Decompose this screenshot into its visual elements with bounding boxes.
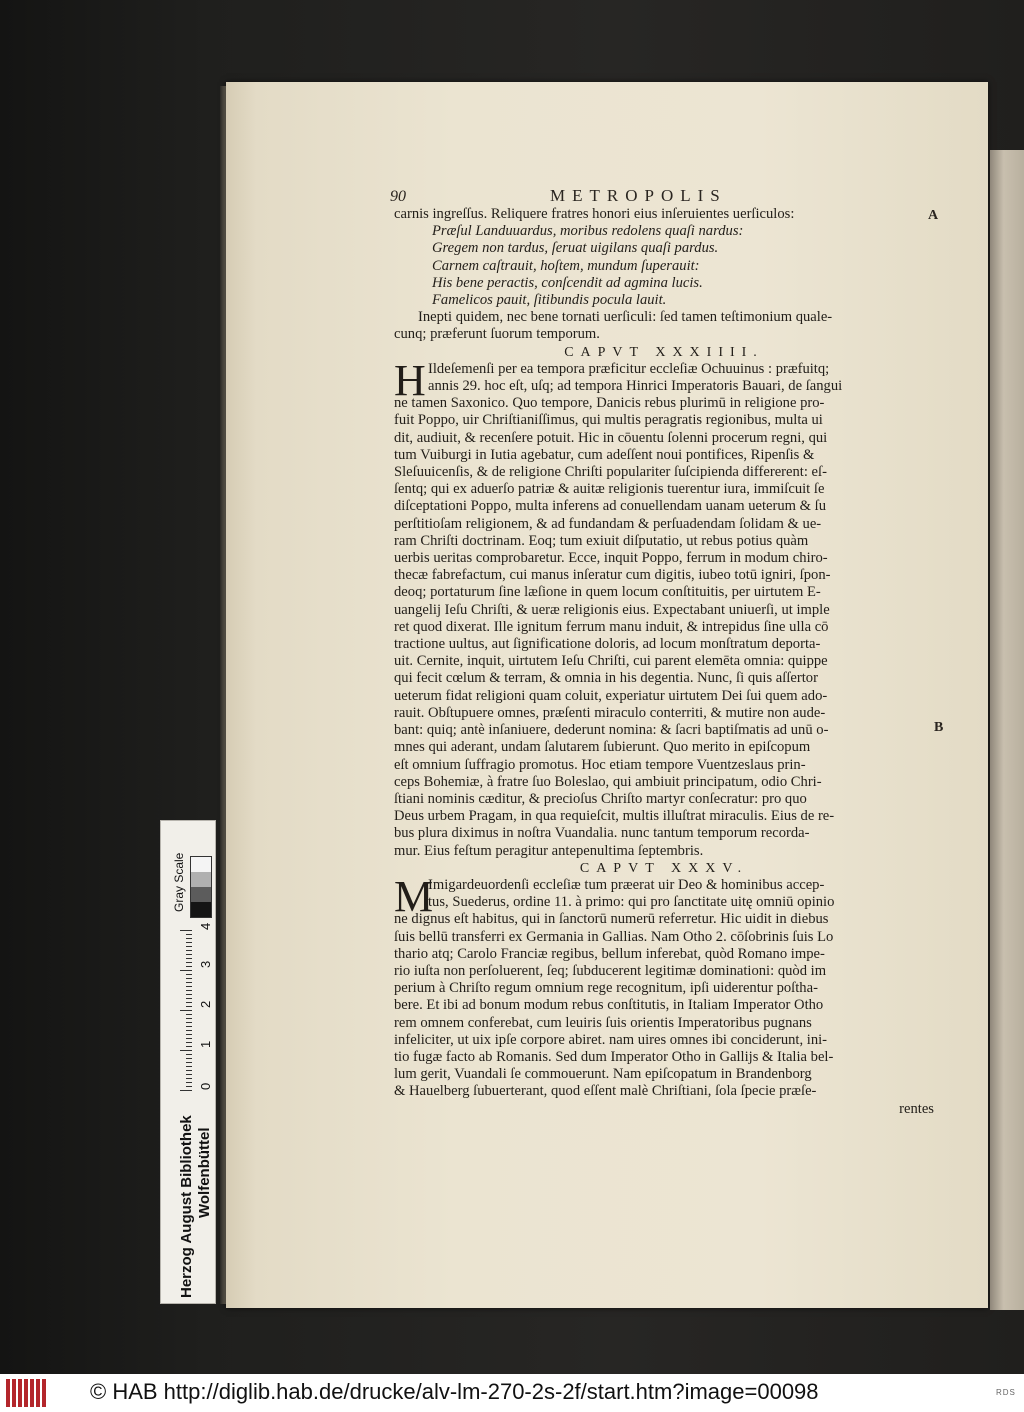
chapter-heading: CAPVT XXXV. [579, 860, 749, 876]
text-line: ueterum fidat religioni quam coluit, experiatur uirtutem Dei ſui quem ado- [394, 687, 828, 704]
gray-scale-label: Gray Scale [172, 852, 186, 912]
ruler-tick [186, 958, 192, 959]
footer-link[interactable]: © HAB http://diglib.hab.de/drucke/alv-lm-270-2s-2f/start.htm?image=00098 [90, 1379, 819, 1404]
text-line: thario atq; Carolo Franciæ regibus, bellum inferebat, quòd Romano impe- [394, 945, 825, 962]
ruler-tick [186, 938, 192, 939]
ruler-tick [186, 994, 192, 995]
ruler-number-1: 1 [198, 1040, 213, 1048]
ruler-tick [186, 990, 192, 991]
swatch-black [191, 902, 211, 917]
text-line: ret quod dixerat. Ille ignitum ferrum manu induit, & intrepidus ſine ulla cō [394, 618, 829, 635]
ruler-tick [186, 1006, 192, 1007]
chapter-heading: CAPVT XXXIIII. [564, 344, 764, 360]
text-line: tum Vuiburgi in Iutia agebatur, cum adeſſent noui pontifices, Ripenſis & [394, 446, 815, 463]
ruler-tick [186, 966, 192, 967]
text-line: perſtitioſam religionem, & ad fundandam & perſuadendam ſolidam & ue- [394, 515, 822, 532]
ruler-tick [186, 946, 192, 947]
ruler-ticks [162, 920, 192, 1090]
ruler-tick [186, 1086, 192, 1087]
swatch-dark-gray [191, 887, 211, 902]
ruler-tick [186, 942, 192, 943]
text-line: Ildeſemenſi per ea tempora præficitur eccleſiæ Ochuuinus : præfuitq; [428, 360, 830, 377]
text-line: bere. Et ibi ad bonum modum rebus conſtitutis, in Italiam Imperator Otho [394, 997, 824, 1014]
text-line: ſentq; qui ex aduerſo patriæ & auitæ religionis tuerentur iura, immiſcuit ſe [394, 481, 825, 498]
swatch-light-gray [191, 872, 211, 887]
ruler-tick [186, 1066, 192, 1067]
text-line: ram Chriſti doctrinam. Eoq; tum exiuit diſputatio, ut rebus potius quàm [394, 532, 809, 549]
ruler-tick [186, 982, 192, 983]
footer-bar [0, 1374, 1024, 1412]
ruler-tick [186, 962, 192, 963]
ruler-tick [186, 1022, 192, 1023]
ruler-tick [186, 1074, 192, 1075]
text-line: cunq; præferunt ſuorum temporum. [394, 326, 600, 343]
running-head: METROPOLIS [550, 186, 727, 205]
ruler-tick [186, 998, 192, 999]
text-line: Sleſuuicenſis, & de religione Chriſti populariter ſuſcipienda differerent: eſ- [394, 464, 827, 481]
text-line: ne tamen Saxonico. Quo tempore, Danicis rebus plurimū in religione pro- [394, 395, 825, 412]
text-line: rauit. Obſtupuere omnes, præſenti miraculo conterriti, & mutire non aude- [394, 704, 826, 721]
text-line: rio iuſta non perſoluerent, ſeq; ſubducerent legitimæ dominationi: quòd im [394, 962, 827, 979]
ruler-tick [186, 1046, 192, 1047]
ruler-tick [180, 970, 192, 971]
text-line: uerbis ueritas comprobaretur. Ecce, inquit Poppo, ferrum in modum chiro- [394, 550, 828, 567]
ruler-tick [180, 930, 192, 931]
text-line: lum gerit, Vuandali ſe commouerunt. Nam epiſcopatum in Brandenborg [394, 1066, 812, 1083]
adjacent-page [990, 150, 1024, 1310]
text-line: thecæ fabrefactum, cui manus inſeratur cum digitis, iubeo totū igniri, ſpon- [394, 567, 831, 584]
drop-cap: H [394, 355, 426, 405]
verse-line: His bene peractis, conſcendit ad agmina lucis. [432, 274, 703, 291]
text-line: bus plura diximus in noſtra Vuandalia. nunc tantum temporum recorda- [394, 825, 810, 842]
text-line: carnis ingreſſus. Reliquere fratres honori eius inſeruientes uerſiculos: [394, 206, 795, 222]
ruler-tick [186, 950, 192, 951]
ruler-tick [186, 1034, 192, 1035]
ruler-tick [186, 1030, 192, 1031]
ruler-tick [180, 1090, 192, 1091]
ruler-tick [186, 1026, 192, 1027]
ruler-tick [186, 1014, 192, 1015]
text-line: Deus urbem Pragam, in qua requieſcit, multis illuſtrat miraculis. Eius de re- [394, 808, 835, 825]
verse-line: Præſul Landuuardus, moribus redolens quaſi nardus: [432, 223, 744, 240]
text-line: Imigardeuordenſi eccleſiæ tum præerat uir Deo & hominibus accep- [428, 876, 825, 893]
hab-logo-icon [6, 1379, 46, 1407]
library-city: Wolfenbüttel [196, 1127, 213, 1218]
footer-corner-mark: RDS [996, 1388, 1016, 1397]
swatch-white [191, 857, 211, 872]
ruler-number-4: 4 [198, 922, 213, 930]
text-line: annis 29. hoc eſt, uſq; ad tempora Hinrici Imperatoris Bauari, de ſangui [428, 378, 843, 395]
text-line: qui fecit cœlum & terram, & omnia in his degentia. Nunc, ſi quis aſſertor [394, 670, 818, 687]
text-line: rentes [899, 1100, 934, 1117]
ruler-tick [186, 934, 192, 935]
gray-scale-swatches [190, 856, 212, 918]
text-line: bant: quiq; antè inſaniuere, dederunt nomina: & ſacri baptiſmatis ad unū o- [394, 722, 829, 739]
ruler-tick [186, 986, 192, 987]
text-block [394, 206, 934, 1118]
ruler-tick [186, 1062, 192, 1063]
text-line: uangelij Ieſu Chriſti, & ueræ religionis eius. Expectabant uniuerſi, ut imple [394, 601, 830, 618]
text-line: eſt omnium ſuffragio promotus. Hoc etiam tempore Vuentzeslaus prin- [394, 756, 806, 773]
text-line: uit. Cernite, inquit, uirtutem Ieſu Chriſti, cui parent elemēta omnia: quippe [394, 653, 828, 670]
text-line: infeliciter, ut uix ipſe corpore abiret. nam uires omnes ibi conciderunt, ini- [394, 1031, 828, 1048]
page-number: 90 [390, 188, 406, 205]
text-line: ceps Bohemiæ, à fratre ſuo Boleslao, qui ambiuit principatum, odio Chri- [394, 773, 822, 790]
ruler-tick [186, 1018, 192, 1019]
text-line: ne dignus eſt habitus, qui in ſanctorū numerū referretur. Hic uidit in diebus [394, 911, 829, 928]
verse-line: Gregem non tardus, ſeruat uigilans quaſi pardus. [432, 240, 719, 257]
ruler-tick [186, 1070, 192, 1071]
ruler-tick [186, 974, 192, 975]
ruler-tick [186, 978, 192, 979]
text-line: diſceptationi Poppo, multa inferens ad conuellendam uanam ueterum & ſu [394, 498, 827, 515]
text-line: mnes qui aderant, undam ſalutarem ſubierunt. Quo merito in epiſcopum [394, 739, 811, 756]
text-line: rem omnem conferebat, cum leuiris ſuis orientis Imperatoribus pugnans [394, 1014, 812, 1031]
text-line: ſtiani nominis cæditur, & precioſus Chriſto martyr conſecratur: pro quo [394, 790, 807, 807]
ruler-tick [186, 1002, 192, 1003]
margin-mark-b: B [934, 720, 944, 735]
verse-line: Famelicos pauit, ſitibundis pocula lauit. [432, 292, 667, 309]
text-line: perium à Chriſto regum omnium rege recognitum, ipſi uiderentur poſtha- [394, 980, 818, 997]
ruler-tick [180, 1050, 192, 1051]
text-line: deoq; portaturum ſine læſione in quem locum conſtituitis, per uirtutem E- [394, 584, 821, 601]
text-line: fuit Poppo, uir Chriſtianiſſimus, qui multis peragratis regionibus, multa ui [394, 412, 823, 429]
text-line: tus, Suederus, ordine 11. à primo: qui pro ſanctitate uitę omniū opinio [428, 894, 835, 911]
text-line: mur. Eius feſtum peragitur antepenultima ſeptembris. [394, 842, 704, 859]
ruler-tick [186, 1038, 192, 1039]
ruler-number-2: 2 [198, 1000, 213, 1008]
ruler-number-0: 0 [198, 1082, 213, 1090]
text-line: tractione uultus, aut ſignificatione doloris, ad locum monſtratum deporta- [394, 636, 821, 653]
text-line: dit, audiuit, & recenſere potuit. Hic in cōuentu ſolenni procerum regni, qui [394, 429, 828, 446]
ruler-tick [186, 1078, 192, 1079]
ruler-tick [186, 954, 192, 955]
ruler-number-3: 3 [198, 960, 213, 968]
verse-line: Carnem caſtrauit, hoſtem, mundum ſuperauit: [432, 257, 700, 274]
text-line: ſuis bellū transferri ex Germania in Gallias. Nam Otho 2. cōſobrinis ſuis Lo [394, 928, 834, 945]
margin-mark-a: A [928, 208, 939, 223]
drop-cap: M [394, 871, 434, 921]
text-line: Inepti quidem, nec bene tornati uerſiculi: ſed tamen teſtimonium quale- [418, 309, 833, 326]
text-line: & Hauelberg ſubuerterant, quod eſſent malè Chriſtiani, ſola ſpecie præſe- [394, 1083, 817, 1100]
text-line: tio fugæ facto ab Romanis. Sed dum Imperator Otho in Gallijs & Italia bel- [394, 1048, 834, 1065]
library-name: Herzog August Bibliothek [178, 1115, 195, 1298]
ruler-tick [186, 1042, 192, 1043]
ruler-tick [180, 1010, 192, 1011]
ruler-tick [186, 1058, 192, 1059]
ruler-tick [186, 1082, 192, 1083]
ruler-tick [186, 1054, 192, 1055]
